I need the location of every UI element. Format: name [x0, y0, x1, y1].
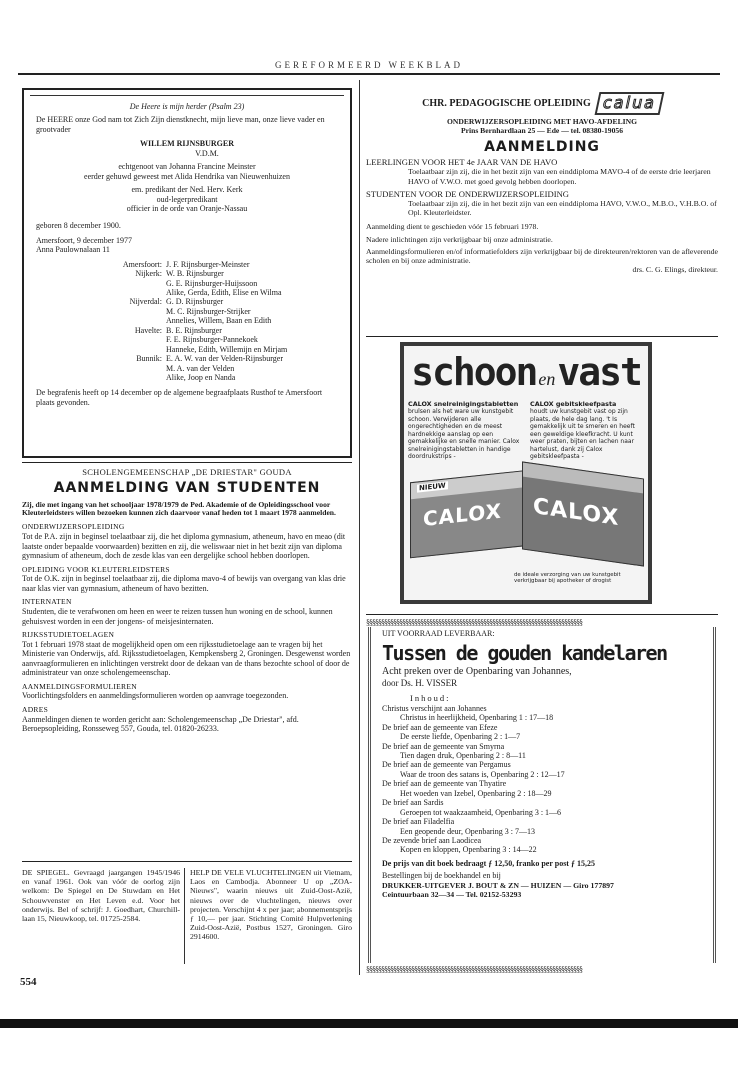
death-notice [22, 88, 352, 458]
toc-title: De brief aan de gemeente van Smyrna [382, 741, 505, 751]
toc-item [382, 704, 702, 723]
toc-item [382, 798, 702, 817]
toc-item [382, 836, 702, 855]
family-name: Annelies, Willem, Baan en Edith [166, 316, 272, 326]
toc-sub: Tien dagen druk, Openbaring 2 : 8—11 [400, 751, 526, 761]
section-rule [366, 336, 718, 337]
intro-text: De HEERE onze God nam tot Zich Zijn dienstknecht, mijn lieve man, onze lieve vader en grootvader [36, 115, 325, 134]
notice-line: eerder gehuwd geweest met Alida Hendrika van Nieuwenhuizen [84, 171, 290, 181]
kand-author: door Ds. H. VISSER [382, 678, 458, 689]
ped-sec2-text: Toelaatbaar zijn zij, die in het bezit zijn van een einddiploma HAVO, V.W.O., M.B.O., V.H.B.O. of Opl. Kleuterleidster. [408, 198, 717, 218]
calox-badge: NIEUW [419, 481, 446, 493]
ped-note: Aanmelding dient te geschieden vóór 15 februari 1978. [366, 222, 539, 232]
family-place: Havelte: [134, 325, 162, 335]
kand-publisher: DRUKKER-UITGEVER J. BOUT & ZN — HUIZEN — Giro 177897 [382, 880, 614, 890]
family-list [36, 260, 287, 383]
toc-title: De brief aan de gemeente van Pergamus [382, 760, 511, 770]
calox-footer: de ideale verzorging van uw kunstgebit [514, 572, 621, 578]
toc-sub: Een geopende deur, Openbaring 3 : 7—13 [400, 826, 535, 836]
toc-title: Christus verschijnt aan Johannes [382, 703, 487, 713]
kand-title: Tussen de gouden kandelaren [382, 641, 667, 666]
address: Anna Paulownalaan 11 [36, 245, 110, 255]
center-divider [359, 80, 360, 975]
help-ad [190, 868, 352, 966]
place-date: Amersfoort, 9 december 1977 [36, 235, 132, 245]
kand-publisher-address: Ceintuurbaan 32—34 — Tel. 02152-53293 [382, 889, 522, 899]
calox-package [410, 470, 530, 559]
toc-title: De brief aan de gemeente van Efeze [382, 722, 498, 732]
calox-col2-text: houdt uw kunstgebit vast op zijn plaats, de hele dag lang. 't Is gemakkelijk uit te smeren en heeft een geweldige kleefkracht. U kunt weer praten, bijten en lachen naar hartelust, dank zij Calox gebitskleefpasta - [530, 408, 635, 460]
family-name: J. F. Rijnsburger-Meinster [166, 259, 250, 269]
headline-word: schoon [411, 350, 537, 394]
pedagogische-ad [366, 88, 718, 334]
masthead: GEREFORMEERD WEEKBLAD [274, 60, 464, 70]
family-name: F. E. Rijnsburger-Pannekoek [166, 335, 258, 345]
ornament-border [710, 627, 716, 963]
section-heading: RIJKSSTUDIETOELAGEN [22, 630, 115, 640]
column-divider [184, 868, 185, 964]
toc-sub: Het woeden van Izebel, Openbaring 2 : 18—29 [400, 788, 552, 798]
section-heading: AANMELDINGSFORMULIEREN [22, 681, 137, 691]
toc-list [382, 704, 702, 855]
kand-subtitle: Acht preken over de Openbaring van Johannes, [382, 666, 572, 678]
toc-title: De brief aan Filadelfia [382, 817, 455, 827]
ornament-border: §§§§§§§§§§§§§§§§§§§§§§§§§§§§§§§§§§§§§§§§§§§§§§§§§§§§§§§§§§§§§§§§§§§§§§§§ [366, 965, 582, 973]
kand-price: De prijs van dit boek bedraagt ƒ 12,50, franko per post ƒ 15,25 [382, 858, 595, 868]
ped-sec2-head: STUDENTEN VOOR DE ONDERWIJZERSOPLEIDING [366, 188, 569, 199]
driestar-ad [22, 462, 352, 862]
calox-ad [400, 342, 652, 604]
calox-pack-label: CALOX [423, 498, 502, 531]
toc-item [382, 760, 702, 779]
born-line: geboren 8 december 1900. [36, 221, 121, 231]
toc-item [382, 742, 702, 761]
notice-line: echtgenoot van Johanna Francine Meinster [118, 162, 256, 172]
help-text: HELP DE VELE VLUCHTELINGEN uit Vietnam, Laos en Cambodja. Abonneer U op „ZOA-Nieuws", waarin nieuws uit Zuid-Oost-Azië, nieuws over de vluchtelingen, nieuws over projecten. Verschijnt 4 x per jaar; abonnementsprijs ƒ 10,— per jaar. Stichting Comité Hulpverlening Zuid-Oost-Azië, Postbus 1527, Groningen. Giro 2914600. [190, 868, 352, 942]
kand-order: Bestellingen bij de boekhandel en bij [382, 871, 501, 881]
family-name: E. A. W. van der Velden-Rijnsburger [166, 354, 284, 364]
toc-sub: Kopen en kloppen, Openbaring 3 : 14—22 [400, 845, 537, 855]
family-place: Amersfoort: [122, 259, 162, 269]
toc-item [382, 817, 702, 836]
ped-sub: ONDERWIJZERSOPLEIDING MET HAVO-AFDELING [446, 116, 638, 126]
ped-note: Aanmeldingsformulieren en/of informatiefolders zijn verkrijgbaar bij de direkteuren/rektoren van de afleverende scholen en bij onze administratie. [366, 246, 719, 265]
ped-address: Prins Bernhardlaan 25 — Ede — tel. 08380-19056 [460, 125, 623, 135]
family-name: W. B. Rijnsburger [166, 269, 224, 279]
headline-word: vast [557, 350, 641, 394]
family-place: Bunnik: [136, 354, 162, 364]
calox-pack-label: CALOX [533, 493, 620, 532]
toc-title: De zevende brief aan Laodicea [382, 835, 482, 845]
spiegel-text: DE SPIEGEL. Gevraagd jaargangen 1945/1946 en vanaf 1961. Ook van vóór de oorlog zijn welkom: De Spiegel en De Stuwdam en Het Schouwvenster en Het Leven e.d. Voor het onderwijs. Bel of schrijf: J. Goedhart, Churchill-laan 15, Nieuwkoop, tel. 01725-2584. [22, 868, 180, 923]
family-place: Nijkerk: [135, 269, 162, 279]
ped-sec1-head: LEERLINGEN VOOR HET 4e JAAR VAN DE HAVO [366, 157, 558, 168]
driestar-org: SCHOLENGEMEENSCHAP „DE DRIESTAR" GOUDA [82, 467, 292, 477]
toc-sub: Waar de troon des satans is, Openbaring 2 : 12—17 [400, 769, 565, 779]
toc-title: De brief aan de gemeente van Thyatire [382, 779, 507, 789]
ped-org: CHR. PEDAGOGISCHE OPLEIDING [422, 97, 591, 109]
calox-package [522, 461, 644, 566]
deceased-title: V.D.M. [195, 148, 219, 158]
kand-pre: UIT VOORRAAD LEVERBAAR: [382, 629, 495, 638]
toc-title: De brief aan Sardis [382, 798, 444, 808]
calox-footer: verkrijgbaar bij apotheker of drogist [514, 578, 612, 585]
section-text: Tot 1 februari 1978 staat de mogelijkheid open om een rijksstudietoelage aan te vragen bij het Ministerie van Onderwijs, afd. Rijksstudietoelagen, Kempkensberg 2, Groningen. Desgewenst worden aanvraagformulieren en inlichtingen verstrekt door de dekaan van de thans bezochte school of door de administrateur van onze scholengemeenschap. [22, 639, 351, 678]
section-heading: ADRES [22, 704, 49, 714]
toc-item [382, 723, 702, 742]
calox-col1-head: CALOX snelreinigingstabletten [408, 400, 519, 408]
family-name: B. E. Rijnsburger [166, 325, 222, 335]
family-name: M. C. Rijnsburger-Strijker [166, 306, 251, 316]
page-number: 554 [20, 976, 37, 988]
section-heading: ONDERWIJZERSOPLEIDING [22, 522, 125, 532]
driestar-headline: AANMELDING VAN STUDENTEN [53, 480, 321, 497]
toc-sub: Geroepen tot waakzaamheid, Openbaring 3 : 1—6 [400, 807, 562, 817]
ped-note: Nadere inlichtingen zijn verkrijgbaar bij onze administratie. [366, 234, 553, 244]
headline-word: en [538, 369, 556, 389]
ped-sec1-text: Toelaatbaar zijn zij, die in het bezit zijn van een einddiploma MAVO-4 of de eerste drie leerjaren HAVO of V.W.O. met goed gevolg hebben doorlopen. [408, 167, 711, 186]
spiegel-ad [22, 868, 180, 966]
ornament-border: §§§§§§§§§§§§§§§§§§§§§§§§§§§§§§§§§§§§§§§§§§§§§§§§§§§§§§§§§§§§§§§§§§§§§§§§ [366, 618, 582, 626]
calox-col1-text: brulsen als het ware uw kunstgebit schoon. Verwijderen alle ongerechtigheden en de meest hardnekkige aanslag op een gemakkelijke en snelle manier. Calox snelreinigingstabletten in handige doordrukstrips - [408, 408, 520, 460]
calox-col2-head: CALOX gebitskleefpasta [530, 400, 617, 408]
section-text: Aanmeldingen dienen te worden gericht aan: Scholengemeenschap „De Driestar", afd. Beroepsopleiding, Ronsseweg 557, Gouda, tel. 01820-26233. [22, 714, 299, 734]
motto: De Heere is mijn herder (Psalm 23) [129, 102, 245, 111]
toc-item [382, 779, 702, 798]
section-text: Voorlichtingsfolders en aanmeldingsformulieren worden op aanvrage toegezonden. [22, 691, 289, 701]
masthead-rule [18, 73, 720, 75]
family-name: Alike, Gerda, Edith, Elise en Wilma [166, 288, 282, 297]
funeral-text: De begrafenis heeft op 14 december op de algemene begraafplaats Rusthof te Amersfoort plaats gevonden. [36, 388, 323, 407]
section-text: Tot de O.K. zijn in beginsel toelaatbaar zij, die diploma mavo-4 of bewijs van overgang van klas drie naar klas vier van gymnasium, atheneum of havo bezitten. [22, 574, 346, 593]
ped-signature: drs. C. G. Elings, direkteur. [632, 265, 718, 275]
toc-sub: De eerste liefde, Openbaring 2 : 1—7 [400, 732, 521, 742]
section-text: Tot de P.A. zijn in beginsel toelaatbaar zij, die het diploma gymnasium, atheneum, havo en meao (dit laatste onder bepaalde voorwaarden) bezitten en zij, die weliswaar niet in het bezit zijn van diploma gymnasium of atheneum, doch de zesde klas van een dergelijke school hebben doorlopen. [22, 532, 346, 561]
notice-line: oud-legerpredikant [156, 194, 218, 204]
notice-line: em. predikant der Ned. Herv. Kerk [131, 185, 243, 195]
family-name: Hanneke, Edith, Willemijn en Mirjam [166, 344, 288, 354]
bottom-bar [0, 1019, 738, 1028]
kandelaren-ad [366, 614, 718, 976]
section-text: Studenten, die te verafwonen om heen en weer te reizen tussen hun woning en de school, kunnen gehuisvest worden in een der jongens- of meisjesinternaten. [22, 607, 333, 626]
family-name: Alike, Joop en Nanda [166, 372, 236, 382]
notice-line: officier in de orde van Oranje-Nassau [126, 203, 248, 213]
ped-headline: AANMELDING [484, 138, 600, 155]
toc-sub: Christus in heerlijkheid, Openbaring 1 : 17—18 [400, 713, 554, 723]
family-name: G. D. Rijnsburger [166, 297, 224, 307]
section-heading: INTERNATEN [22, 597, 72, 607]
calox-headline [404, 346, 648, 402]
kand-toc-head: Inhoud: [410, 692, 451, 703]
driestar-intro: Zij, die met ingang van het schooljaar 1978/1979 de Ped. Akademie of de Opleidingsschool voor Kleuterleidsters willen bezoeken kunnen zich daarvoor vanaf heden tot 1 maart 1978 aanmelden. [22, 499, 336, 518]
family-name: G. E. Rijnsburger-Huijssoon [166, 278, 258, 288]
deceased-name: WILLEM RIJNSBURGER [139, 139, 234, 149]
calua-logo: calua [594, 92, 664, 115]
family-place: Nijverdal: [129, 297, 162, 307]
family-name: M. A. van der Velden [166, 363, 235, 373]
section-heading: OPLEIDING VOOR KLEUTERLEIDSTERS [22, 564, 170, 574]
ornament-border [368, 627, 374, 963]
